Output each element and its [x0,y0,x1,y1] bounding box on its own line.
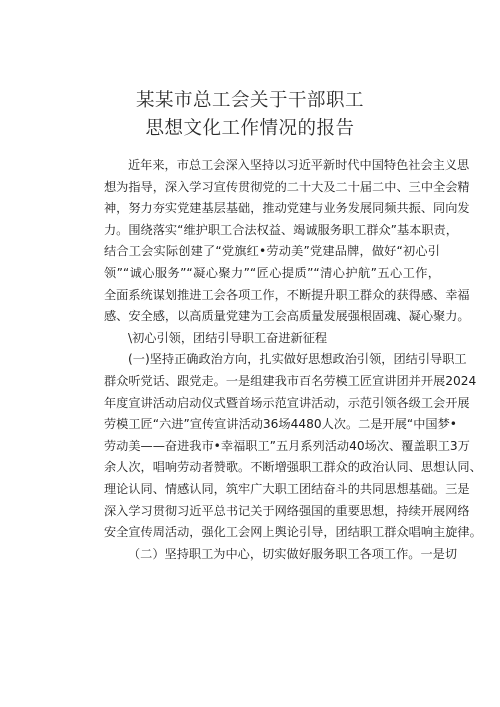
paragraph-1-line: 想为指导，深入学习宣传贯彻党的二十大及二十届二中、三中全会精 [104,179,470,194]
paragraph-2-line: 理论认同、情感认同，筑牢广大职工团结奋斗的共同思想基础。三是 [104,481,470,496]
paragraph-2-line: 劳动美——奋进我市•幸福职工”五月系列活动40场次、覆盖职工3万 [104,438,470,453]
report-title-line-2: 思想文化工作情况的报告 [145,118,355,139]
paragraph-2-line: 余人次，唱响劳动者赞歌。不断增强职工群众的政治认同、思想认同、 [104,460,482,475]
report-title-line-1: 某某市总工会关于干部职工 [135,90,364,111]
paragraph-2-line: 群众听党话、跟党走。一是组建我市百名劳模工匠宣讲团并开展2024 [104,373,477,388]
paragraph-1-line: 领”“诚心服务”“凝心聚力”“匠心提质”“清心护航”五心工作， [104,265,440,280]
paragraph-1-line: 力。围绕落实“维护职工合法权益、竭诚服务职工群众”基本职责， [104,222,458,237]
paragraph-1-line: 感、安全感，以高质量党建为工会高质量发展强根固魂、凝心聚力。 [104,309,470,324]
paragraph-3-line: （二）坚持职工为中心，切实做好服务职工各项工作。一是切 [128,546,458,561]
section-1-heading: \初心引领，团结引导职工奋进新征程 [128,330,328,345]
paragraph-1-line: 全面系统谋划推进工会各项工作，不断提升职工群众的获得感、幸福 [104,287,470,302]
paragraph-2-line: 年度宣讲活动启动仪式暨首场示范宣讲活动，示范引领各级工会开展 [104,395,470,410]
paragraph-2-line: (一)坚持正确政治方向，扎实做好思想政治引领，团结引导职工 [128,352,467,367]
paragraph-1-line: 结合工会实际创建了“党旗红•劳动美”党建品牌，做好“初心引 [104,244,440,259]
paragraph-2-line: 安全宣传周活动，强化工会网上舆论引导，团结职工群众唱响主旋律。 [104,525,482,540]
report-body [104,155,482,565]
paragraph-1-line: 神，努力夯实党建基层基础，推动党建与业务发展同频共振、同向发 [104,201,470,216]
paragraph-1-line: 近年来，市总工会深入坚持以习近平新时代中国特色社会主义思 [128,158,470,172]
paragraph-2-line: 劳模工匠“六进”宣传宣讲活动36场4480人次。二是开展“中国梦• [104,417,457,432]
paragraph-2-line: 深入学习贯彻习近平总书记关于网络强国的重要思想，持续开展网络 [104,503,470,518]
